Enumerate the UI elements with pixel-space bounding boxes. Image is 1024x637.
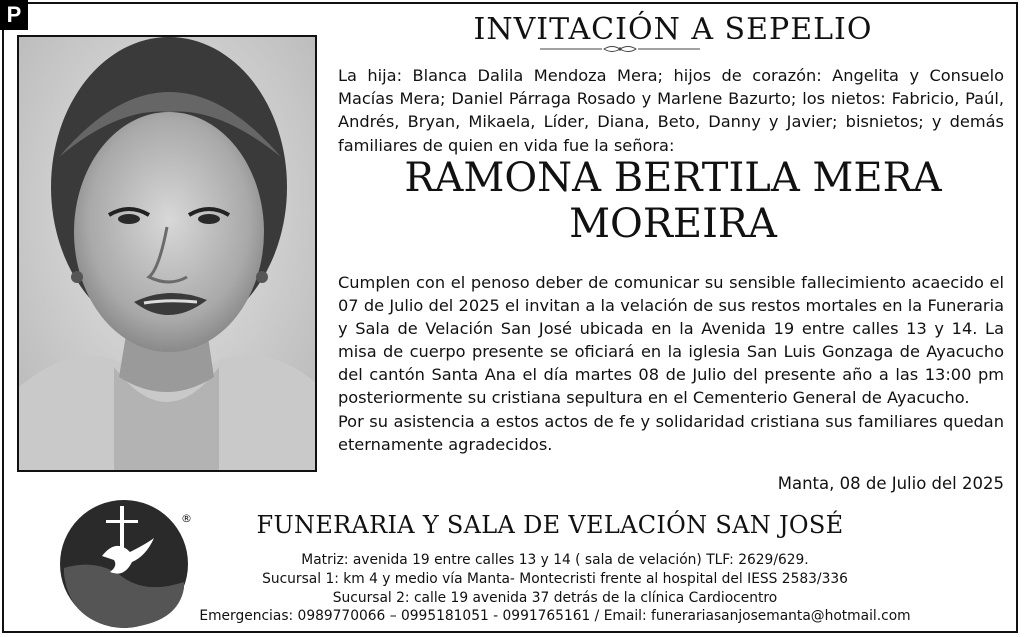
deceased-name-line2: MOREIRA: [569, 201, 777, 247]
matriz-address: Matriz: avenida 19 entre calles 13 y 14 ( sala de velación) TLF: 2629/629.: [301, 552, 809, 568]
portrait-image: [19, 37, 315, 470]
deceased-name-line1: RAMONA BERTILA MERA: [404, 155, 942, 201]
portrait-photo: [17, 35, 317, 472]
registered-mark: ®: [181, 512, 192, 525]
sucursal1-address: Sucursal 1: km 4 y medio vía Manta- Montecristi frente al hospital del IESS 2583/336: [262, 571, 848, 587]
corner-badge: P: [0, 0, 28, 30]
deceased-name: [333, 155, 1013, 247]
notice-title: INVITACIÓN A SEPELIO: [473, 12, 873, 47]
sucursal2-address: Sucursal 2: calle 19 avenida 37 detrás de la clínica Cardiocentro: [332, 590, 778, 606]
date-line: Manta, 08 de Julio del 2025: [777, 474, 1004, 493]
funeral-home-name: FUNERARIA Y SALA DE VELACIÓN SAN JOSÉ: [256, 511, 844, 539]
announcement-paragraph: Cumplen con el penoso deber de comunicar su sensible fallecimiento acaecido el 07 de Julio del 2025 el invitan a la velación de sus restos mortales en la Funeraria y Sala de Velación San José ubicada en la Avenida 19 entre calles 13 y 14. La misa de cuerpo presente se oficiará en la iglesia San Luis Gonzaga de Ayacucho del cantón Santa Ana el día martes 08 de Julio del presente año a las 13:00 pm posteriormente su cristiana sepultura en el Cementerio General de Ayacucho.: [338, 273, 1004, 408]
ornament-flourish-icon: [540, 44, 700, 54]
emergency-contacts: Emergencias: 0989770066 – 0995181051 - 0991765161 / Email: funerariasanjosemanta@hotmail.com: [199, 608, 911, 624]
family-intro: La hija: Blanca Dalila Mendoza Mera; hijos de corazón: Angelita y Consuelo Macías Mera; Daniel Párraga Rosado y Marlene Bazurto; los nietos: Fabricio, Paúl, Andrés, Bryan, Mikaela, Líder, Diana, Beto, Danny y Javier; bisnietos; y demás familiares de quien en vida fue la señora:: [338, 66, 1004, 155]
announcement-body: [338, 271, 1004, 456]
thanks-paragraph: Por su asistencia a estos actos de fe y solidaridad cristiana sus familiares quedan eternamente agradecidos.: [338, 411, 1004, 454]
